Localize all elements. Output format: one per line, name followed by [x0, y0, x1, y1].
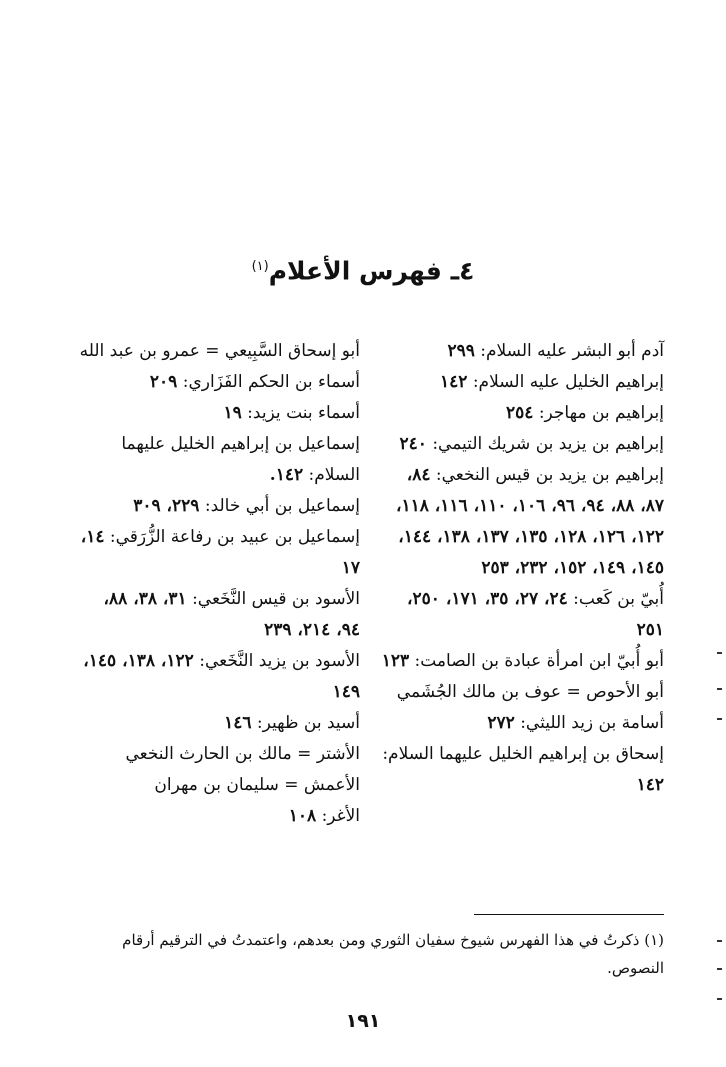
margin-tick	[717, 688, 722, 690]
entry-name: إسماعيل بن عبيد بن رفاعة الزُّرَقي:	[109, 527, 360, 547]
entry-name: الأسود بن يزيد النَّخَعي:	[199, 651, 360, 671]
entry-name: الأسود بن قيس النَّخَعي:	[192, 589, 360, 609]
entry-pages: ١٤٢.	[269, 465, 304, 485]
index-entry	[378, 646, 664, 677]
index-entry	[74, 708, 360, 739]
entry-pages: ١٤، ١٧	[80, 527, 360, 578]
footnote-divider	[474, 914, 664, 915]
entry-name: الأغر:	[321, 806, 360, 826]
entry-pages: ١٤٢	[636, 775, 664, 795]
index-entry	[74, 770, 360, 801]
entry-name: إسماعيل بن أبي خالد:	[204, 496, 360, 516]
entry-name: إسحاق بن إبراهيم الخليل عليهما السلام:	[382, 744, 664, 764]
entry-name: إسماعيل بن إبراهيم الخليل عليهما السلام:	[121, 434, 360, 485]
index-entry	[74, 801, 360, 832]
margin-tick	[717, 968, 722, 970]
index-column-left	[74, 336, 360, 832]
entry-name: أُبيّ بن كَعب:	[573, 589, 664, 609]
margin-tick	[717, 652, 722, 654]
entry-pages: ٢٤٠	[399, 434, 427, 454]
entry-pages: ١٩	[223, 403, 242, 423]
footnote-text: ذكرتُ في هذا الفهرس شيوخ سفيان الثوري ومن بعدهم، واعتمدتُ في الترقيم أرقام النصوص.	[122, 931, 664, 977]
index-entry	[378, 677, 664, 708]
entry-name: إبراهيم بن مهاجر:	[538, 403, 664, 423]
entry-name: إبراهيم الخليل عليه السلام:	[472, 372, 664, 392]
index-entry	[74, 522, 360, 584]
section-title	[0, 250, 726, 288]
index-entry	[378, 429, 664, 460]
index-entry	[74, 398, 360, 429]
entry-pages: ٨٤، ٨٧، ٨٨، ٩٤، ٩٦، ١٠٦، ١١٠، ١١٦، ١١٨، ١٢٢، ١٢٦، ١٢٨، ١٣٥، ١٣٧، ١٣٨، ١٤٤، ١٤٥، ١٤٩، ١٥٢، ٢٣٢، ٢٥٣	[395, 465, 664, 578]
index-entry	[378, 398, 664, 429]
index-entry	[74, 646, 360, 708]
index-entry	[378, 708, 664, 739]
entry-name: إبراهيم بن يزيد بن شريك التيمي:	[432, 434, 664, 454]
index-entry	[378, 460, 664, 584]
section-title-text: ٤ـ فهرس الأعلام	[268, 256, 475, 286]
entry-pages: ٢٧٢	[487, 713, 515, 733]
entry-pages: ٢٥٤	[506, 403, 534, 423]
footnote	[64, 926, 664, 982]
entry-pages: ٢٢٩، ٣٠٩	[133, 496, 200, 516]
index-entry	[74, 429, 360, 491]
margin-tick	[717, 940, 722, 942]
entry-pages: ٢٩٩	[447, 341, 475, 361]
index-entry	[74, 367, 360, 398]
index-entry	[378, 739, 664, 801]
index-entry	[378, 336, 664, 367]
index-entry	[378, 367, 664, 398]
entry-name: أسيد بن ظهير:	[256, 713, 360, 733]
entry-name: إبراهيم بن يزيد بن قيس النخعي:	[435, 465, 664, 485]
index-entry	[378, 584, 664, 646]
entry-name: أسماء بن الحكم الفَزَاري:	[182, 372, 360, 392]
entry-name: أسامة بن زيد الليثي:	[520, 713, 664, 733]
entry-pages: ١٢٢، ١٣٨، ١٤٥، ١٤٩	[83, 651, 360, 702]
entry-pages: ١٠٨	[288, 806, 317, 826]
entry-name: أبو الأحوص = عوف بن مالك الجُشَمي	[396, 682, 664, 702]
index-column-right	[378, 336, 664, 801]
entry-name: الأشتر = مالك بن الحارث النخعي	[125, 744, 360, 764]
entry-name: أسماء بنت يزيد:	[247, 403, 360, 423]
entry-pages: ١٢٣	[381, 651, 410, 671]
margin-tick	[717, 718, 722, 720]
entry-name: آدم أبو البشر عليه السلام:	[480, 341, 664, 361]
entry-pages: ٢٠٩	[149, 372, 178, 392]
entry-pages: ٢٤، ٢٧، ٣٥، ١٧١، ٢٥٠، ٢٥١	[407, 589, 664, 640]
entry-pages: ٣١، ٣٨، ٨٨، ٩٤، ٢١٤، ٢٣٩	[103, 589, 360, 640]
entry-pages: ١٤٢	[440, 372, 468, 392]
index-entry	[74, 491, 360, 522]
margin-tick	[717, 998, 722, 1000]
index-entry	[74, 584, 360, 646]
index-entry	[74, 336, 360, 367]
entry-name: الأعمش = سليمان بن مهران	[154, 775, 360, 795]
footnote-marker: (١)	[644, 931, 664, 949]
entry-pages: ١٤٦	[224, 713, 252, 733]
entry-name: أبو أُبيّ ابن امرأة عبادة بن الصامت:	[414, 651, 664, 671]
page-number: ١٩١	[345, 1010, 381, 1032]
entry-name: أبو إسحاق السَّبِيعي = عمرو بن عبد الله	[79, 341, 360, 361]
index-entry	[74, 739, 360, 770]
title-footnote-ref: (١)	[251, 259, 269, 274]
